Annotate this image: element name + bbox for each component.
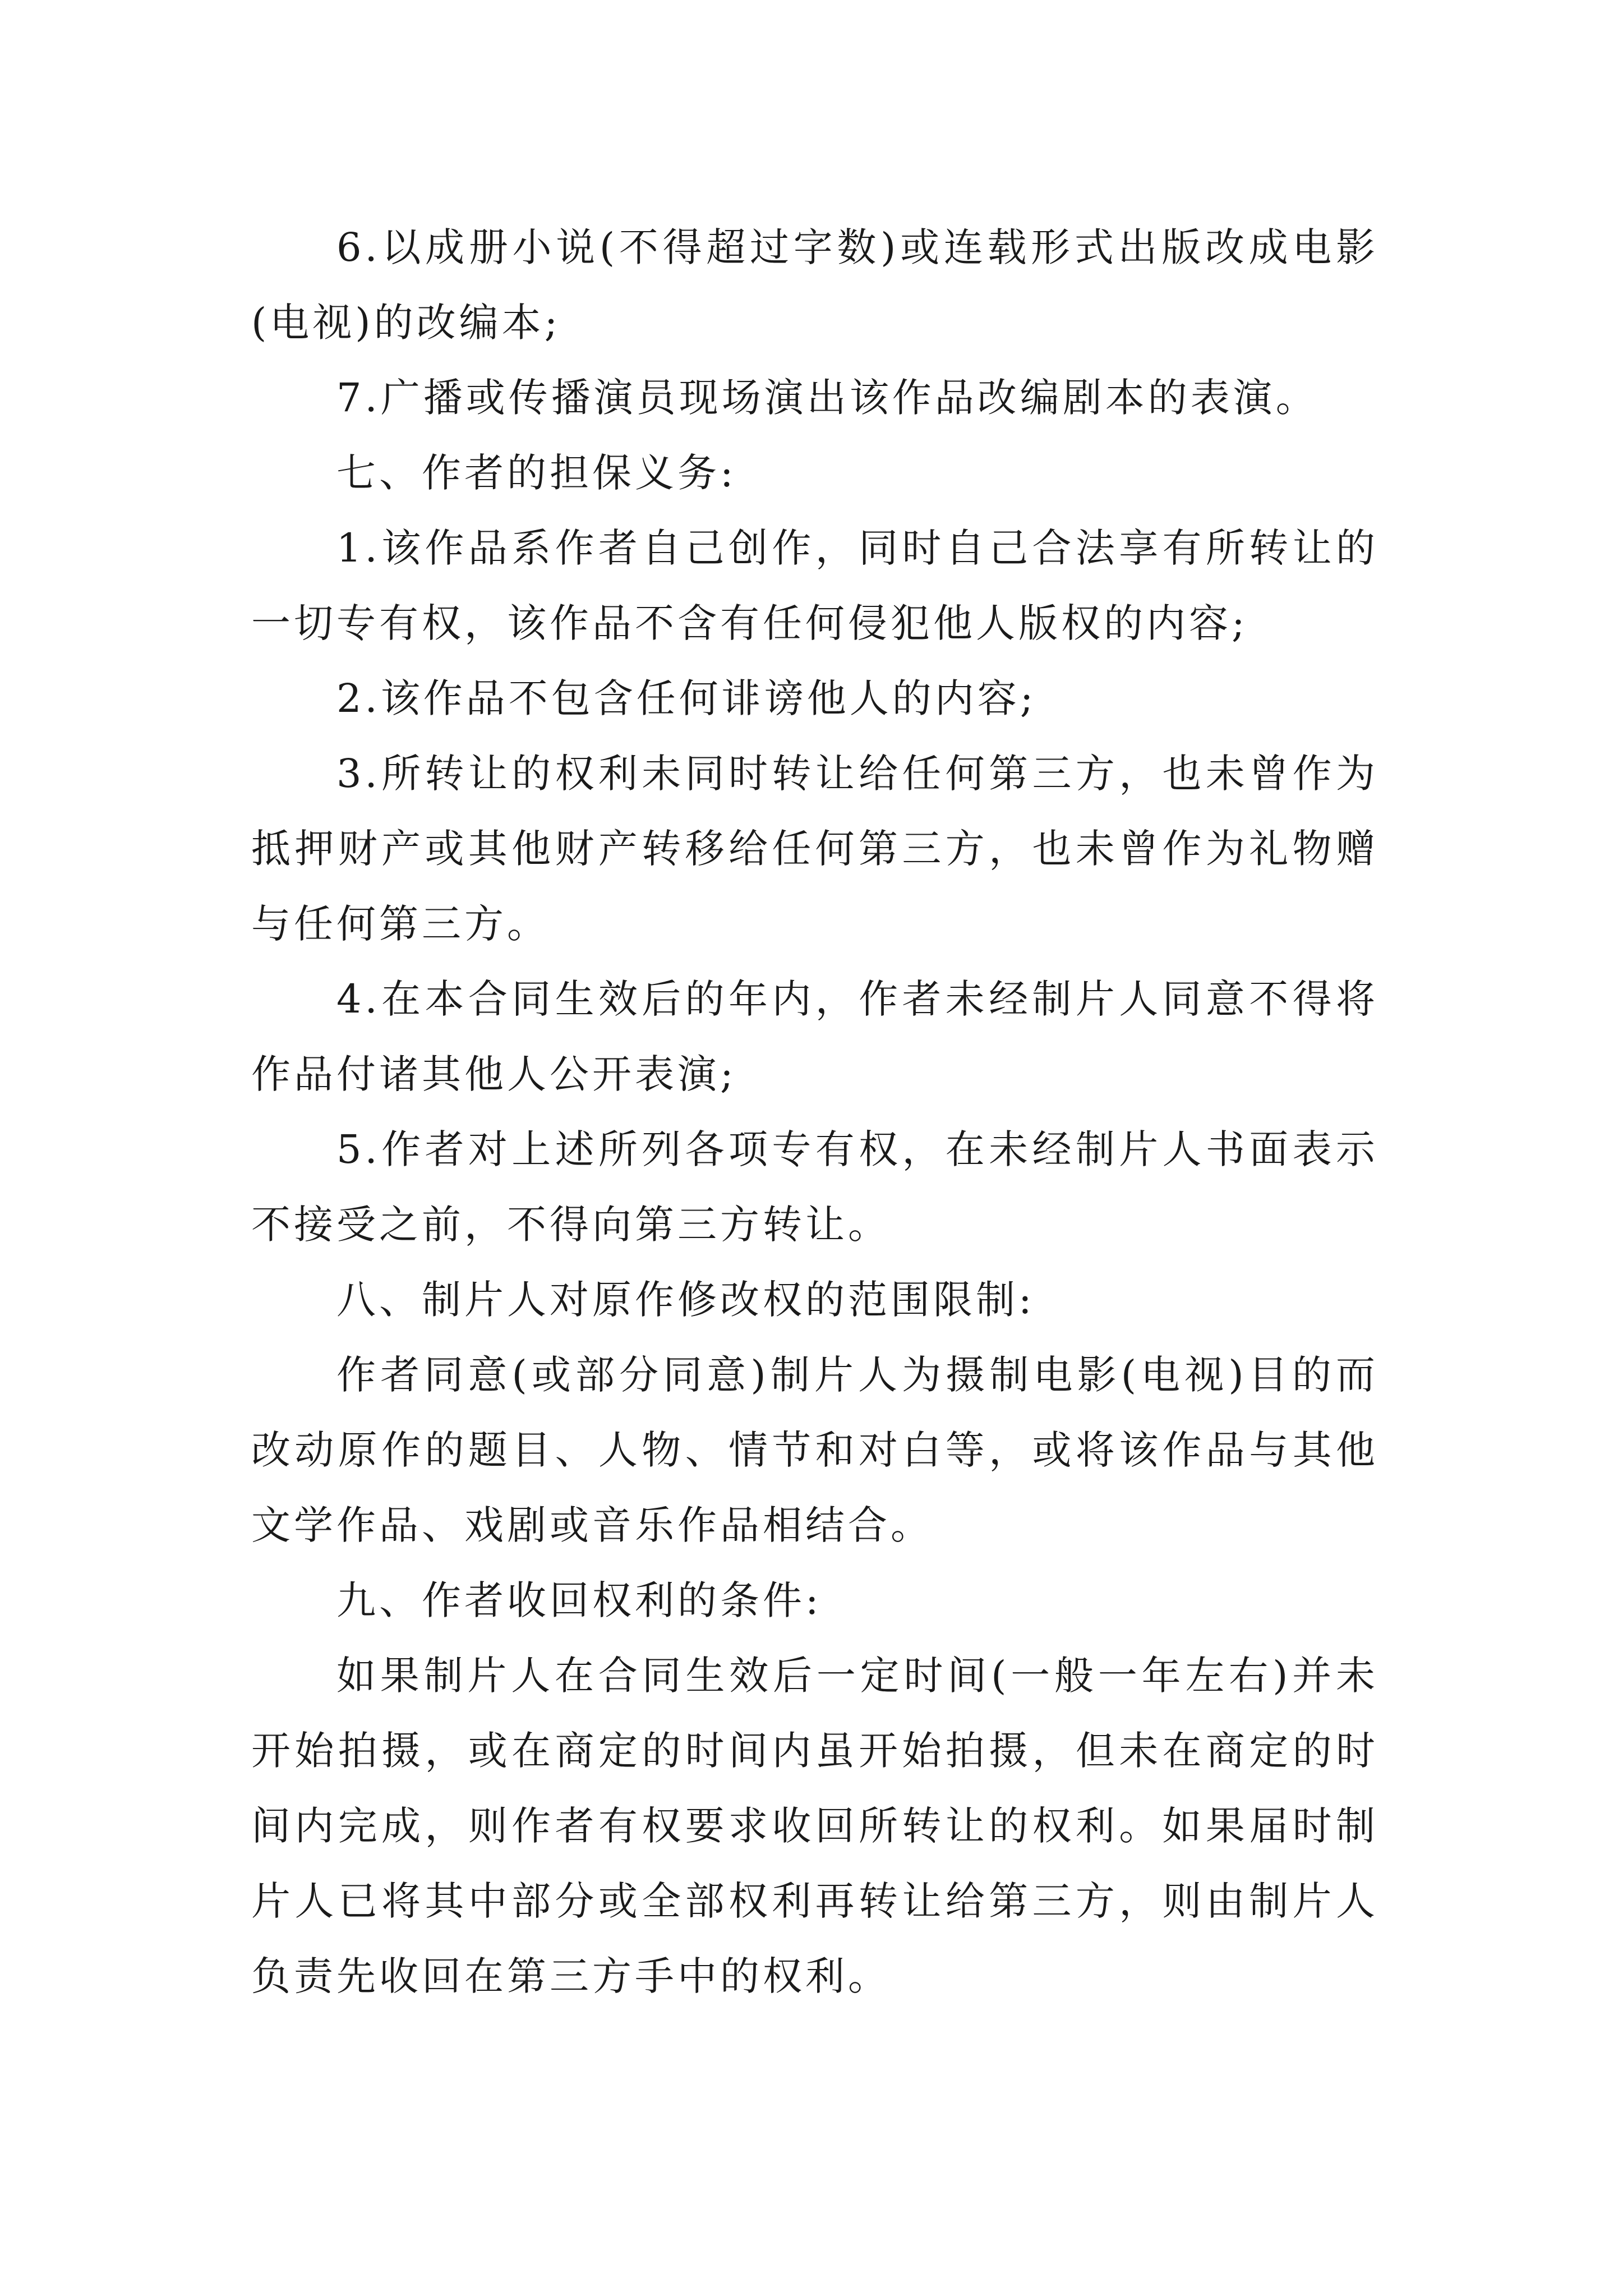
text-line: 文学作品、戏剧或音乐作品相结合。 [251,1502,933,1548]
text-line: 开始拍摄，或在商定的时间内虽开始拍摄，但未在商定的时 [251,1728,1378,1774]
text-line: 改动原作的题目、人物、情节和对白等，或将该作品与其他 [251,1427,1378,1473]
section-heading-7 [251,435,1378,510]
warranty-item-3 [251,736,1378,961]
text-line: 4.在本合同生效后的年内，作者未经制片人同意不得将 [336,976,1378,1022]
section-heading-9 [251,1563,1378,1638]
section-heading-8 [251,1262,1378,1337]
text-line: 3.所转让的权利未同时转让给任何第三方，也未曾作为 [336,751,1378,797]
text-line: 与任何第三方。 [251,901,550,947]
section-9-body [251,1638,1378,2014]
text-line: 6.以成册小说(不得超过字数)或连载形式出版改成电影 [336,224,1378,270]
heading-text: 八、制片人对原作修改权的范围限制: [336,1277,1035,1323]
text-line: 负责先收回在第三方手中的权利。 [251,1953,891,1999]
heading-text: 九、作者收回权利的条件: [336,1577,822,1623]
text-line: 片人已将其中部分或全部权利再转让给第三方，则由制片人 [251,1878,1378,1924]
warranty-item-1 [251,510,1378,661]
section-8-body [251,1337,1378,1563]
clause-item-7 [251,360,1378,435]
text-line: 7.广播或传播演员现场演出该作品改编剧本的表演。 [336,375,1318,421]
text-line: 5.作者对上述所列各项专有权，在未经制片人书面表示 [336,1126,1378,1172]
text-line: 1.该作品系作者自己创作，同时自己合法享有所转让的 [336,525,1378,571]
text-line: 间内完成，则作者有权要求收回所转让的权利。如果届时制 [251,1803,1378,1849]
text-line: 作品付诸其他人公开表演; [251,1051,737,1097]
text-line: 作者同意(或部分同意)制片人为摄制电影(电视)目的而 [336,1352,1378,1398]
text-line: 如果制片人在合同生效后一定时间(一般一年左右)并未 [336,1653,1378,1699]
warranty-item-4 [251,961,1378,1112]
text-line: 2.该作品不包含任何诽谤他人的内容; [336,675,1037,721]
text-line: (电视)的改编本; [251,300,561,346]
text-line: 一切专有权，该作品不含有任何侵犯他人版权的内容; [251,600,1248,646]
document-body [251,210,1378,2014]
warranty-item-5 [251,1112,1378,1262]
text-line: 不接受之前，不得向第三方转让。 [251,1202,891,1248]
clause-item-6 [251,210,1378,360]
warranty-item-2 [251,661,1378,736]
text-line: 抵押财产或其他财产转移给任何第三方，也未曾作为礼物赠 [251,826,1378,872]
heading-text: 七、作者的担保义务: [336,450,737,496]
